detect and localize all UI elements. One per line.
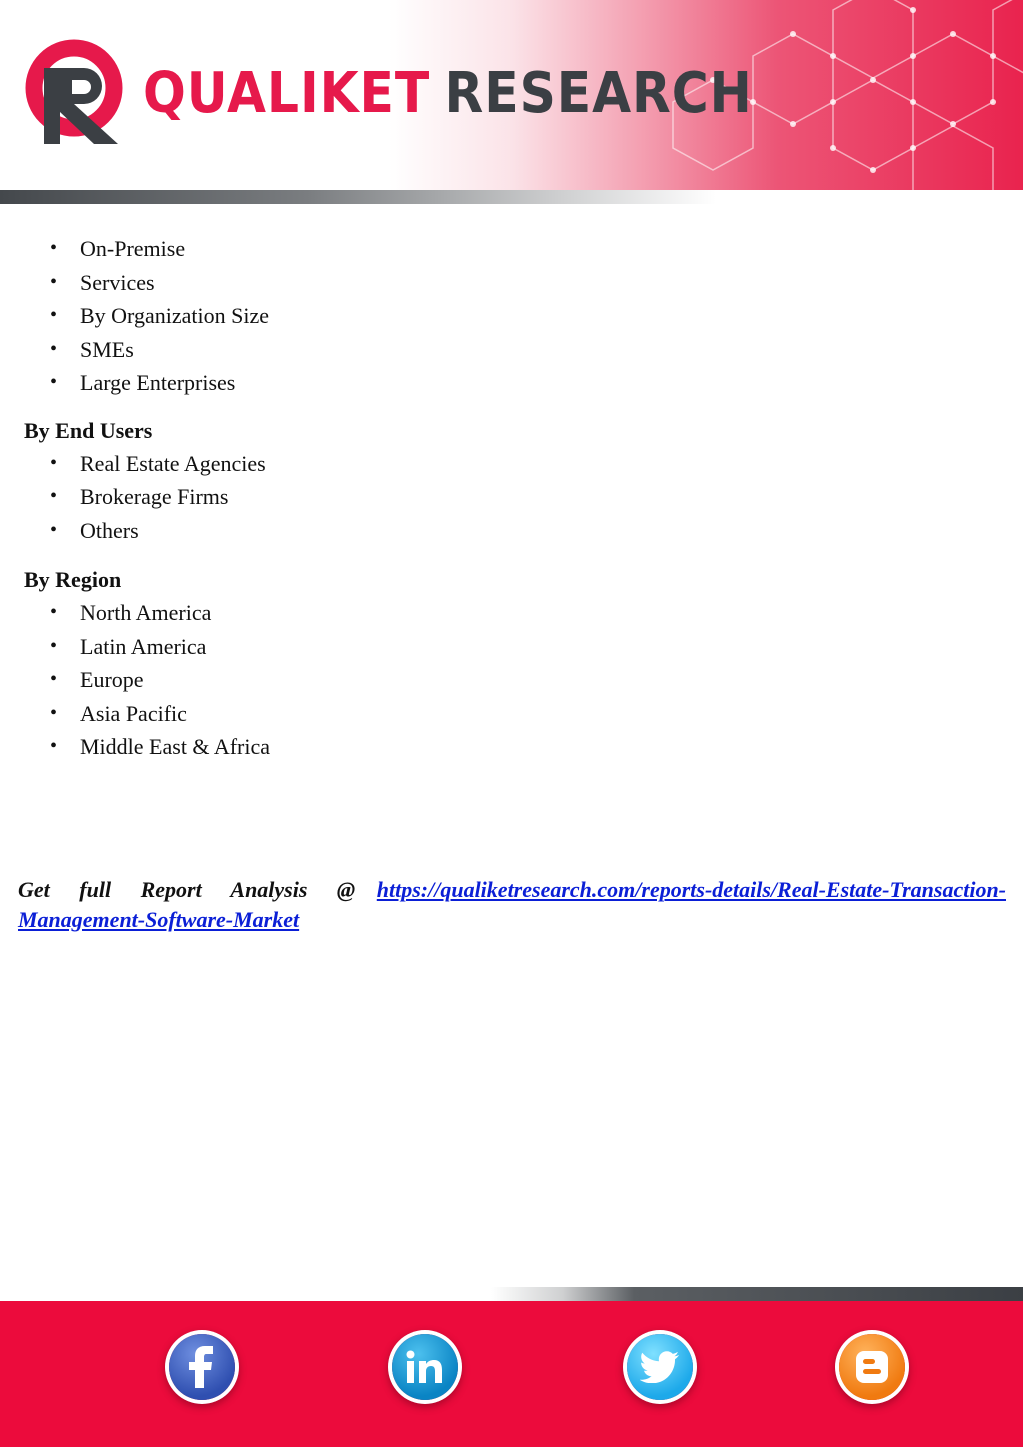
bullet-icon: • [50, 304, 58, 326]
bullet-icon: • [50, 237, 58, 259]
list-item: • SMEs [0, 333, 1023, 367]
brand-wordmark [143, 62, 753, 126]
region-list [0, 596, 1023, 764]
list-item: • Brokerage Firms [0, 480, 1023, 514]
segment-list [0, 232, 1023, 400]
brand-name-primary: QUALIKET [143, 61, 431, 126]
list-item: • On-Premise [0, 232, 1023, 266]
bullet-icon: • [50, 634, 58, 657]
report-prefix: Get full Report Analysis @ [18, 877, 356, 902]
list-item: • Real Estate Agencies [0, 447, 1023, 481]
linkedin-icon[interactable] [392, 1334, 458, 1400]
list-item: • By Organization Size [0, 299, 1023, 333]
list-item: • Services [0, 266, 1023, 300]
footer-divider [0, 1287, 1023, 1301]
bullet-icon: • [50, 270, 58, 293]
end-users-list [0, 447, 1023, 548]
page-header [0, 0, 1023, 190]
section-heading-end-users: By End Users [24, 417, 153, 443]
report-link[interactable]: https://qualiketresearch.com/reports-details/Real-Estate-Transaction-Management-Software-Market [18, 877, 1006, 932]
blogger-icon[interactable] [839, 1334, 905, 1400]
list-item: • Asia Pacific [0, 697, 1023, 731]
bullet-icon: • [50, 668, 58, 690]
bullet-icon: • [50, 735, 58, 757]
facebook-icon[interactable] [169, 1334, 235, 1400]
list-item: • Middle East & Africa [0, 730, 1023, 764]
bullet-icon: • [50, 371, 58, 393]
bullet-icon: • [50, 337, 58, 360]
bullet-icon: • [50, 485, 58, 507]
list-item: • Others [0, 514, 1023, 548]
bullet-icon: • [50, 701, 58, 724]
bullet-icon: • [50, 451, 58, 474]
list-item: • Large Enterprises [0, 366, 1023, 400]
header-divider [0, 190, 1023, 204]
bullet-icon: • [50, 518, 58, 541]
report-callout [18, 875, 1006, 935]
document-body [0, 232, 1023, 764]
list-item: • North America [0, 596, 1023, 630]
bullet-icon: • [50, 601, 58, 623]
section-heading-region: By Region [24, 567, 122, 592]
list-item: • Latin America [0, 630, 1023, 664]
brand-name-secondary: RESEARCH [444, 61, 753, 126]
list-item: • Europe [0, 663, 1023, 697]
twitter-icon[interactable] [627, 1334, 693, 1400]
logo-icon [22, 34, 134, 148]
